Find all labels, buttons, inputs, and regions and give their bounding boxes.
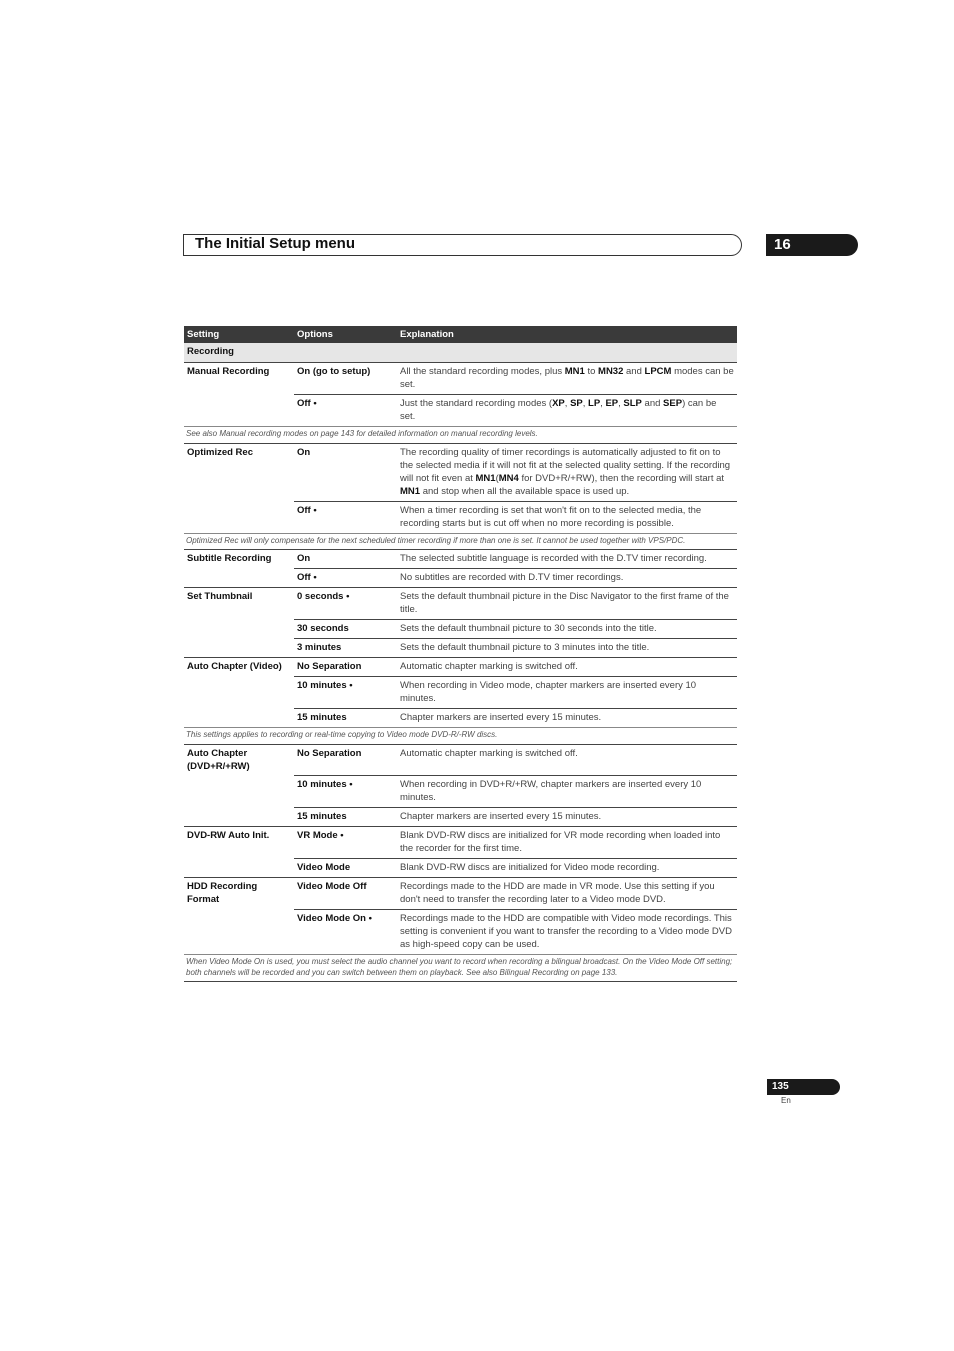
option-explanation: Recordings made to the HDD are made in VR mode. Use this setting if you don't need to transfer the recording later to a Video mode DVD. bbox=[397, 878, 737, 910]
table-row bbox=[184, 363, 737, 395]
option-explanation: The selected subtitle language is recorded with the D.TV timer recording. bbox=[397, 550, 737, 569]
table-row bbox=[184, 709, 737, 728]
table-row bbox=[184, 550, 737, 569]
table-note bbox=[184, 955, 737, 982]
option-explanation: Chapter markers are inserted every 15 minutes. bbox=[397, 709, 737, 728]
table-row bbox=[184, 501, 737, 533]
option-value: No Separation bbox=[294, 744, 397, 776]
setting-name: Auto Chapter (DVD+R/+RW) bbox=[184, 744, 294, 776]
table-note bbox=[184, 728, 737, 745]
note-text: When Video Mode On is used, you must select the audio channel you want to record when recording a bilingual broadcast. On the Video Mode Off setting; both channels will be recorded and you can switch between them on playback. See also Bilingual Recording on page 133. bbox=[184, 955, 737, 982]
option-explanation: Just the standard recording modes (XP, SP, LP, EP, SLP and SEP) can be set. bbox=[397, 395, 737, 427]
option-value: 0 seconds • bbox=[294, 588, 397, 620]
option-value: 15 minutes bbox=[294, 709, 397, 728]
chapter-number: 16 bbox=[766, 234, 858, 256]
option-value: Off • bbox=[294, 501, 397, 533]
option-explanation: When a timer recording is set that won't fit on to the selected media, the recording starts but is cut off when no more recording is possible. bbox=[397, 501, 737, 533]
table-row bbox=[184, 443, 737, 501]
table-row bbox=[184, 395, 737, 427]
group-label: Recording bbox=[184, 343, 737, 363]
table-row bbox=[184, 639, 737, 658]
option-value: Video Mode bbox=[294, 859, 397, 878]
table-row bbox=[184, 859, 737, 878]
note-text: See also Manual recording modes on page 143 for detailed information on manual recording levels. bbox=[184, 427, 737, 444]
column-header-explanation: Explanation bbox=[397, 326, 737, 343]
table-row bbox=[184, 569, 737, 588]
option-value: VR Mode • bbox=[294, 827, 397, 859]
setting-name: Manual Recording bbox=[184, 363, 294, 395]
table-row bbox=[184, 588, 737, 620]
setting-name: Subtitle Recording bbox=[184, 550, 294, 569]
column-header-options: Options bbox=[294, 326, 397, 343]
option-value: No Separation bbox=[294, 658, 397, 677]
option-value: 10 minutes • bbox=[294, 677, 397, 709]
settings-table bbox=[184, 326, 737, 982]
setting-name: Optimized Rec bbox=[184, 443, 294, 501]
option-explanation: Recordings made to the HDD are compatible with Video mode recordings. This setting is convenient if you want to transfer the recording to a Video mode DVD as high-speed copy can be used. bbox=[397, 910, 737, 955]
option-explanation: Sets the default thumbnail picture in the Disc Navigator to the first frame of the title. bbox=[397, 588, 737, 620]
setting-name: Set Thumbnail bbox=[184, 588, 294, 620]
option-explanation: Blank DVD-RW discs are initialized for Video mode recording. bbox=[397, 859, 737, 878]
table-row bbox=[184, 910, 737, 955]
column-header-setting: Setting bbox=[184, 326, 294, 343]
option-explanation: Automatic chapter marking is switched off. bbox=[397, 658, 737, 677]
table-row bbox=[184, 808, 737, 827]
option-value: On bbox=[294, 550, 397, 569]
table-header-row bbox=[184, 326, 737, 343]
table-note bbox=[184, 427, 737, 444]
option-value: Video Mode Off bbox=[294, 878, 397, 910]
option-value: 3 minutes bbox=[294, 639, 397, 658]
page-title: The Initial Setup menu bbox=[195, 235, 356, 252]
setting-name: HDD Recording Format bbox=[184, 878, 294, 910]
option-explanation: Chapter markers are inserted every 15 minutes. bbox=[397, 808, 737, 827]
option-value: Video Mode On • bbox=[294, 910, 397, 955]
option-value: Off • bbox=[294, 569, 397, 588]
option-value: 30 seconds bbox=[294, 620, 397, 639]
option-explanation: Blank DVD-RW discs are initialized for VR mode recording when loaded into the recorder for the first time. bbox=[397, 827, 737, 859]
table-row bbox=[184, 776, 737, 808]
option-explanation: Sets the default thumbnail picture to 30 seconds into the title. bbox=[397, 620, 737, 639]
option-explanation: When recording in DVD+R/+RW, chapter markers are inserted every 10 minutes. bbox=[397, 776, 737, 808]
table-row bbox=[184, 878, 737, 910]
table-row bbox=[184, 744, 737, 776]
table-note bbox=[184, 533, 737, 550]
option-explanation: When recording in Video mode, chapter markers are inserted every 10 minutes. bbox=[397, 677, 737, 709]
group-row-recording bbox=[184, 343, 737, 363]
option-explanation: Sets the default thumbnail picture to 3 minutes into the title. bbox=[397, 639, 737, 658]
note-text: This settings applies to recording or real-time copying to Video mode DVD-R/-RW discs. bbox=[184, 728, 737, 745]
table-row bbox=[184, 658, 737, 677]
note-text: Optimized Rec will only compensate for the next scheduled timer recording if more than one is set. It cannot be used together with VPS/PDC. bbox=[184, 533, 737, 550]
option-explanation: All the standard recording modes, plus MN1 to MN32 and LPCM modes can be set. bbox=[397, 363, 737, 395]
page-number: 135 bbox=[767, 1079, 840, 1095]
option-value: 15 minutes bbox=[294, 808, 397, 827]
table-row bbox=[184, 827, 737, 859]
option-value: On bbox=[294, 443, 397, 501]
option-value: 10 minutes • bbox=[294, 776, 397, 808]
option-explanation: The recording quality of timer recordings is automatically adjusted to fit on to the selected media if it will not fit at the selected quality setting. If the recording will not fit even at MN1(MN4 for DVD+R/+RW), then the recording will start at MN1 and stop when all the available space is used up. bbox=[397, 443, 737, 501]
option-value: On (go to setup) bbox=[294, 363, 397, 395]
table-row bbox=[184, 677, 737, 709]
option-explanation: Automatic chapter marking is switched off. bbox=[397, 744, 737, 776]
setting-name: DVD-RW Auto Init. bbox=[184, 827, 294, 859]
setting-name: Auto Chapter (Video) bbox=[184, 658, 294, 677]
page-language: En bbox=[781, 1096, 791, 1105]
table-row bbox=[184, 620, 737, 639]
option-value: Off • bbox=[294, 395, 397, 427]
option-explanation: No subtitles are recorded with D.TV timer recordings. bbox=[397, 569, 737, 588]
